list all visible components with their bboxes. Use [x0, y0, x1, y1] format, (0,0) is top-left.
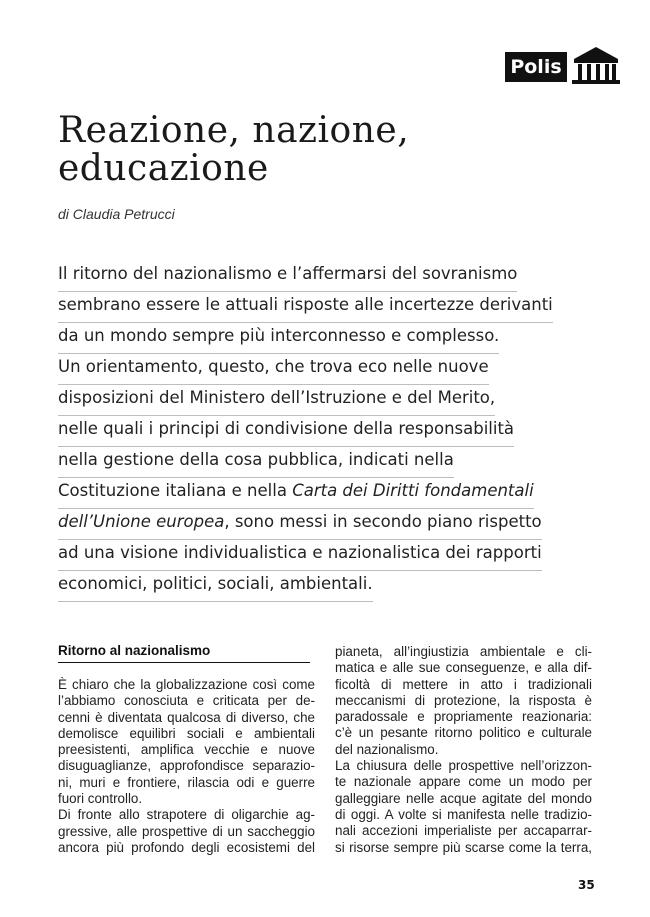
body-line: matica e alle sue conseguenze, e alla dif-: [335, 660, 592, 676]
body-line: l’abbiamo conosciuta e criticata per de-: [58, 693, 315, 709]
lead-line: [58, 477, 534, 509]
body-line: La chiusura delle prospettive nell’orizzon-: [335, 758, 592, 774]
body-line: del nazionalismo.: [335, 741, 439, 757]
body-line: galleggiare nelle acque agitate del mondo: [335, 790, 592, 806]
body-line: si risorse sempre più scarse come la terra,: [335, 839, 592, 855]
lead-line: disposizioni del Ministero dell’Istruzione e del Merito,: [58, 384, 495, 416]
section-badge: Polis: [505, 52, 567, 82]
body-column-left: [58, 677, 315, 856]
page-number: 35: [578, 878, 595, 892]
body-line: gressive, alle prospettive di un saccheggio: [58, 823, 315, 839]
section-heading: Ritorno al nazionalismo: [58, 643, 310, 663]
lead-paragraph: [58, 260, 553, 601]
lead-line: Un orientamento, questo, che trova eco nelle nuove: [58, 353, 489, 385]
lead-line: nelle quali i principi di condivisione della responsabilità: [58, 415, 514, 447]
body-line: pianeta, all’ingiustizia ambientale e cli-: [335, 644, 592, 659]
byline: di Claudia Petrucci: [58, 206, 175, 222]
body-line: fuori controllo.: [58, 791, 143, 807]
body-column-right: [335, 644, 592, 856]
body-line: disuguaglianze, approfondisce separazio-: [58, 758, 315, 774]
lead-text: Costituzione italiana e nella: [58, 481, 293, 500]
lead-line: economici, politici, sociali, ambientali.: [58, 570, 373, 602]
body-line: di oggi. A volte si manifesta nelle tradizio-: [335, 806, 592, 822]
body-line: ficoltà di mettere in atto i tradizionali: [335, 676, 592, 692]
body-line: cenni è diventata qualcosa di diverso, che: [58, 709, 315, 725]
lead-text: , sono messi in secondo piano rispetto: [224, 512, 542, 531]
body-line: ni, muri e frontiere, rilascia odi e guerre: [58, 774, 315, 790]
lead-line: sembrano essere le attuali risposte alle incertezze derivanti: [58, 291, 553, 323]
title-line-1: Reazione, nazione,: [58, 110, 410, 151]
body-line: meccanismi di protezione, la risposta è: [335, 692, 592, 708]
body-line: c’è un pesante ritorno politico e culturale: [335, 725, 592, 741]
body-line: nali accezioni imperialiste per accaparrar-: [335, 823, 592, 839]
body-line: Di fronte allo strapotere di oligarchie ag-: [58, 807, 315, 823]
lead-line: da un mondo sempre più interconnesso e complesso.: [58, 322, 499, 354]
body-line: paradossale e propriamente reazionaria:: [335, 709, 592, 725]
lead-line: [58, 508, 542, 540]
charter-title-cont: dell’Unione europea: [58, 512, 225, 531]
building-icon: [570, 45, 622, 85]
title-line-2: educazione: [58, 148, 269, 189]
body-line: È chiaro che la globalizzazione così come: [58, 677, 315, 692]
body-line: te nazionale appare come un modo per: [335, 774, 592, 790]
lead-line: nella gestione della cosa pubblica, indicati nella: [58, 446, 454, 478]
body-line: preesistenti, amplifica vecchie e nuove: [58, 742, 315, 758]
article-title: [58, 112, 409, 188]
body-line: ancora più profondo degli ecosistemi del: [58, 839, 315, 855]
body-line: demolisce equilibri sociali e ambientali: [58, 725, 315, 741]
lead-line: Il ritorno del nazionalismo e l’affermarsi del sovranismo: [58, 260, 517, 292]
lead-line: ad una visione individualistica e nazionalistica dei rapporti: [58, 539, 542, 571]
charter-title: Carta dei Diritti fondamentali: [292, 481, 534, 500]
